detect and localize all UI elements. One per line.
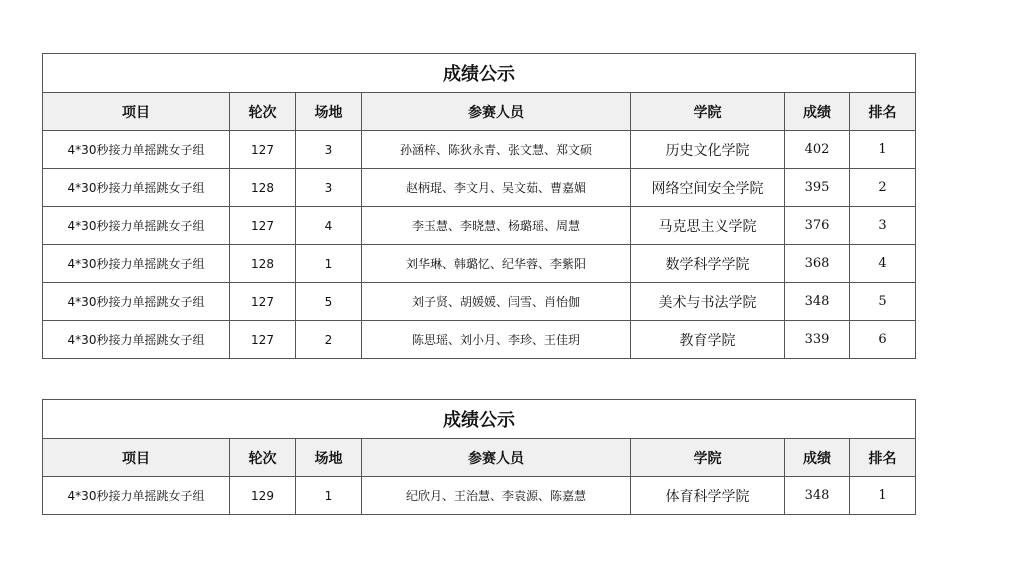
cell-college: 体育科学学院 bbox=[631, 477, 785, 515]
cell-venue: 1 bbox=[296, 245, 362, 283]
cell-rank: 1 bbox=[850, 477, 916, 515]
cell-venue: 1 bbox=[296, 477, 362, 515]
table-row bbox=[43, 283, 916, 321]
cell-round: 127 bbox=[230, 321, 296, 359]
table-row bbox=[43, 321, 916, 359]
table-row bbox=[43, 131, 916, 169]
cell-score: 376 bbox=[785, 207, 850, 245]
cell-college: 马克思主义学院 bbox=[631, 207, 785, 245]
table-title: 成绩公示 bbox=[43, 400, 916, 439]
cell-participants: 李玉慧、李晓慧、杨璐瑶、周慧 bbox=[362, 207, 631, 245]
cell-round: 127 bbox=[230, 131, 296, 169]
cell-participants: 刘华琳、韩璐忆、纪华蓉、李紫阳 bbox=[362, 245, 631, 283]
cell-college: 美术与书法学院 bbox=[631, 283, 785, 321]
results-table-2 bbox=[42, 399, 916, 515]
cell-event: 4*30秒接力单摇跳女子组 bbox=[43, 131, 230, 169]
cell-rank: 1 bbox=[850, 131, 916, 169]
cell-score: 339 bbox=[785, 321, 850, 359]
cell-venue: 5 bbox=[296, 283, 362, 321]
results-table-1 bbox=[42, 53, 916, 359]
cell-event: 4*30秒接力单摇跳女子组 bbox=[43, 283, 230, 321]
header-venue: 场地 bbox=[296, 439, 362, 477]
cell-participants: 陈思瑶、刘小月、李珍、王佳玥 bbox=[362, 321, 631, 359]
cell-event: 4*30秒接力单摇跳女子组 bbox=[43, 321, 230, 359]
header-college: 学院 bbox=[631, 93, 785, 131]
cell-venue: 3 bbox=[296, 131, 362, 169]
cell-round: 127 bbox=[230, 283, 296, 321]
header-rank: 排名 bbox=[850, 439, 916, 477]
header-rank: 排名 bbox=[850, 93, 916, 131]
header-college: 学院 bbox=[631, 439, 785, 477]
cell-college: 网络空间安全学院 bbox=[631, 169, 785, 207]
table-title: 成绩公示 bbox=[43, 54, 916, 93]
table-row bbox=[43, 207, 916, 245]
cell-college: 历史文化学院 bbox=[631, 131, 785, 169]
header-score: 成绩 bbox=[785, 93, 850, 131]
cell-rank: 5 bbox=[850, 283, 916, 321]
header-participants: 参赛人员 bbox=[362, 439, 631, 477]
cell-venue: 4 bbox=[296, 207, 362, 245]
cell-event: 4*30秒接力单摇跳女子组 bbox=[43, 207, 230, 245]
cell-event: 4*30秒接力单摇跳女子组 bbox=[43, 477, 230, 515]
cell-score: 402 bbox=[785, 131, 850, 169]
cell-rank: 4 bbox=[850, 245, 916, 283]
table-title-row bbox=[43, 400, 916, 439]
cell-participants: 纪欣月、王治慧、李袁源、陈嘉慧 bbox=[362, 477, 631, 515]
cell-round: 128 bbox=[230, 169, 296, 207]
cell-score: 348 bbox=[785, 477, 850, 515]
header-venue: 场地 bbox=[296, 93, 362, 131]
table-row bbox=[43, 477, 916, 515]
table-row bbox=[43, 169, 916, 207]
cell-rank: 3 bbox=[850, 207, 916, 245]
cell-college: 数学科学学院 bbox=[631, 245, 785, 283]
cell-venue: 2 bbox=[296, 321, 362, 359]
cell-rank: 6 bbox=[850, 321, 916, 359]
cell-rank: 2 bbox=[850, 169, 916, 207]
cell-venue: 3 bbox=[296, 169, 362, 207]
cell-event: 4*30秒接力单摇跳女子组 bbox=[43, 169, 230, 207]
cell-round: 128 bbox=[230, 245, 296, 283]
cell-round: 127 bbox=[230, 207, 296, 245]
cell-round: 129 bbox=[230, 477, 296, 515]
cell-score: 368 bbox=[785, 245, 850, 283]
header-row bbox=[43, 93, 916, 131]
cell-participants: 赵柄琨、李文月、吴文茹、曹嘉媚 bbox=[362, 169, 631, 207]
header-row bbox=[43, 439, 916, 477]
cell-event: 4*30秒接力单摇跳女子组 bbox=[43, 245, 230, 283]
table-title-row bbox=[43, 54, 916, 93]
header-score: 成绩 bbox=[785, 439, 850, 477]
table-row bbox=[43, 245, 916, 283]
cell-participants: 孙涵梓、陈狄永青、张文慧、郑文硕 bbox=[362, 131, 631, 169]
header-event: 项目 bbox=[43, 439, 230, 477]
header-round: 轮次 bbox=[230, 93, 296, 131]
cell-participants: 刘子贤、胡媛媛、闫雪、肖怡伽 bbox=[362, 283, 631, 321]
cell-college: 教育学院 bbox=[631, 321, 785, 359]
header-event: 项目 bbox=[43, 93, 230, 131]
header-round: 轮次 bbox=[230, 439, 296, 477]
cell-score: 395 bbox=[785, 169, 850, 207]
cell-score: 348 bbox=[785, 283, 850, 321]
header-participants: 参赛人员 bbox=[362, 93, 631, 131]
